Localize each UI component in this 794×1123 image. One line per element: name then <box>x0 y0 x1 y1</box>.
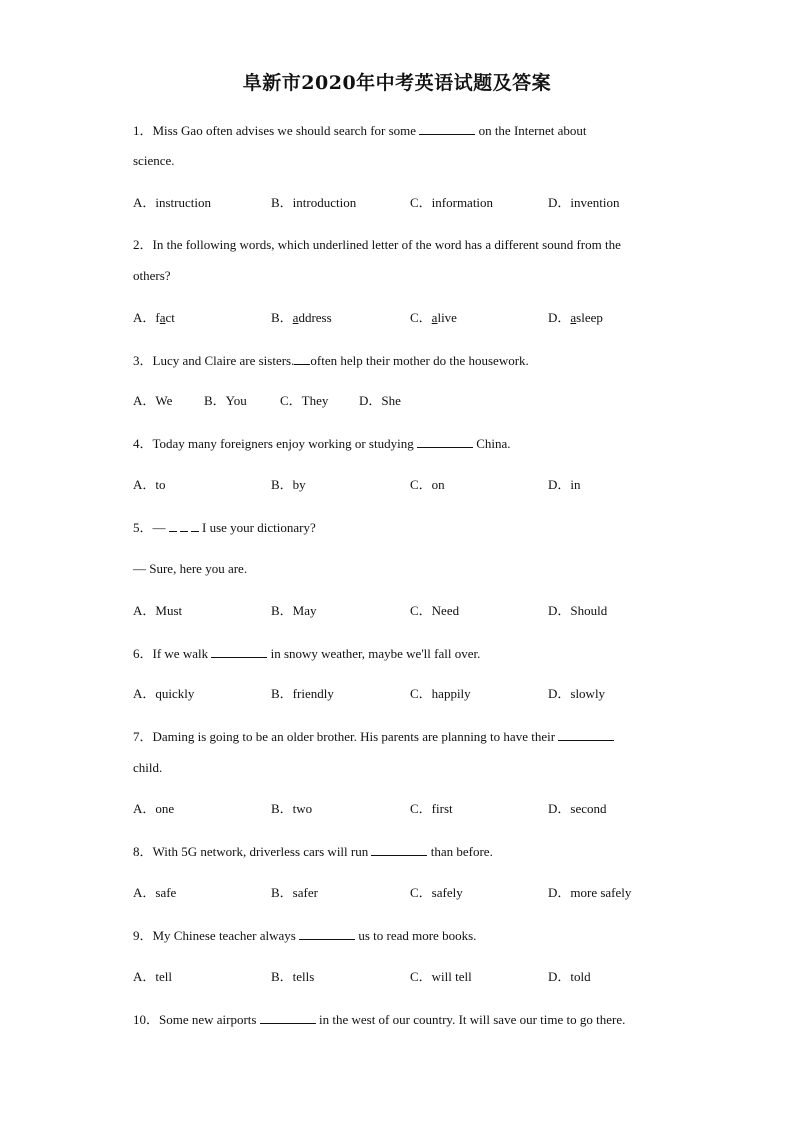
page-title: 阜新市2020年中考英语试题及答案 <box>242 72 552 94</box>
question-7-stem: 7．Daming is going to be an older brother. His parents are planning to have their <box>133 728 614 745</box>
answer-blank <box>417 435 473 448</box>
option-b: B．by <box>271 477 306 492</box>
answer-blank <box>299 927 355 940</box>
answer-blank <box>211 645 267 658</box>
option-b: B．friendly <box>271 686 334 701</box>
option-b: B．May <box>271 603 317 618</box>
option-c: C．Need <box>410 603 460 618</box>
answer-blank <box>371 843 427 856</box>
question-5-stem: 5．— I use your dictionary? <box>133 520 316 535</box>
question-1-stem-cont: science. <box>133 153 175 168</box>
option-d: D．She <box>359 393 401 408</box>
option-a: A．fact <box>133 310 175 325</box>
option-d: D．told <box>548 969 591 984</box>
answer-blank <box>180 519 188 532</box>
option-d: D．more safely <box>548 885 632 900</box>
question-4-stem: 4．Today many foreigners enjoy working or studying China. <box>133 436 511 451</box>
answer-blank <box>294 352 310 365</box>
option-c: C．information <box>410 195 494 210</box>
option-b: B．address <box>271 310 332 325</box>
option-a: A．to <box>133 477 166 492</box>
option-a: A．Must <box>133 603 183 618</box>
option-b: B．You <box>204 393 247 408</box>
option-b: B．two <box>271 801 313 816</box>
option-a: A．safe <box>133 885 177 900</box>
option-d: D．invention <box>548 195 620 210</box>
answer-blank <box>191 519 199 532</box>
option-a: A．one <box>133 801 175 816</box>
question-2-stem-cont: others? <box>133 268 171 283</box>
option-b: B．safer <box>271 885 318 900</box>
option-c: C．first <box>410 801 453 816</box>
option-d: D．in <box>548 477 581 492</box>
answer-blank <box>169 519 177 532</box>
question-9-stem: 9．My Chinese teacher always us to read more books. <box>133 928 477 943</box>
question-3-stem: 3．Lucy and Claire are sisters. often help their mother do the housework. <box>133 353 529 368</box>
option-c: C．safely <box>410 885 463 900</box>
answer-blank <box>260 1011 316 1024</box>
option-a: A．quickly <box>133 686 195 701</box>
option-d: D．Should <box>548 603 608 618</box>
question-5-reply: — Sure, here you are. <box>133 561 248 576</box>
question-8-stem: 8．With 5G network, driverless cars will run than before. <box>133 844 493 859</box>
option-a: A．instruction <box>133 195 211 210</box>
option-d: D．second <box>548 801 607 816</box>
option-a: A．tell <box>133 969 172 984</box>
question-7-stem-cont: child. <box>133 760 163 775</box>
question-1-stem: 1．Miss Gao often advises we should search for some on the Internet about <box>133 123 587 138</box>
question-10-stem: 10．Some new airports in the west of our country. It will save our time to go there. <box>133 1012 626 1027</box>
question-6-stem: 6．If we walk in snowy weather, maybe we'll fall over. <box>133 646 481 661</box>
answer-blank <box>419 122 475 135</box>
option-b: B．introduction <box>271 195 357 210</box>
option-a: A．We <box>133 393 173 408</box>
option-b: B．tells <box>271 969 315 984</box>
option-c: C．will tell <box>410 969 472 984</box>
option-c: C．on <box>410 477 445 492</box>
answer-blank <box>558 728 614 741</box>
option-c: C．They <box>280 393 329 408</box>
option-c: C．happily <box>410 686 471 701</box>
option-d: D．slowly <box>548 686 606 701</box>
question-2-stem: 2．In the following words, which underlined letter of the word has a different sound from the <box>133 237 621 252</box>
option-d: D．asleep <box>548 310 603 325</box>
option-c: C．alive <box>410 310 457 325</box>
